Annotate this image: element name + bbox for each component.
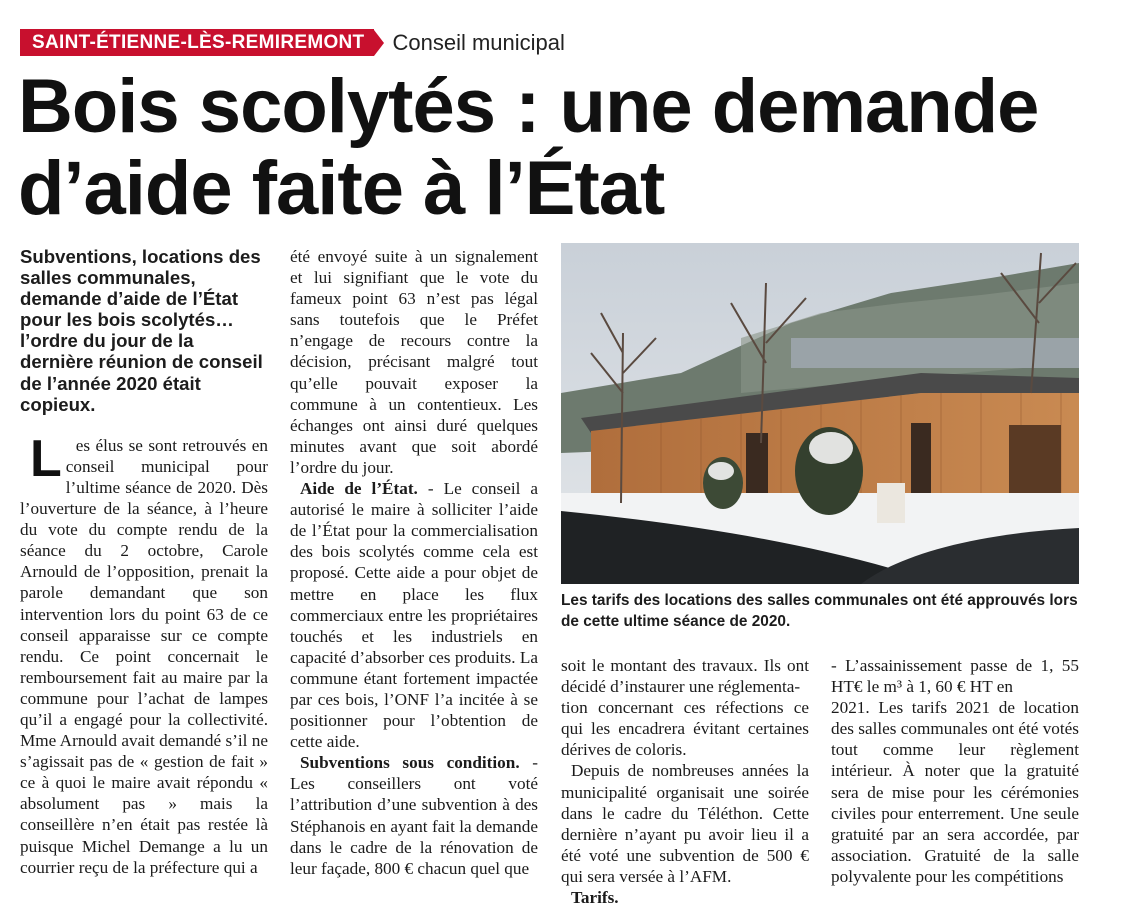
photo-illustration	[561, 243, 1079, 584]
paragraph-aide-etat	[290, 478, 538, 752]
drop-cap: L	[30, 429, 62, 488]
paragraph-tarifs-cont	[831, 697, 1079, 887]
subhead-aide-etat: Aide de l’État.	[300, 479, 418, 499]
article-column-3	[561, 655, 809, 908]
lead-paragraph: Subventions, locations des salles communales, demande d’aide de l’État pour les bois scolytés… l’ordre du jour de la dernière réunion de conseil de l’année 2020 était copieux.	[20, 246, 263, 415]
tarifs-text-cont: - L’assainissement passe de 1, 55 HT€ le m³ à 1, 60 € HT en	[831, 656, 1079, 697]
article-column-1	[20, 246, 268, 878]
article-column-2	[290, 246, 538, 879]
subhead-tarifs: Tarifs.	[571, 888, 619, 908]
telethon-text: Depuis de nombreuses années la municipalité organisait une soirée dans le cadre du Téléthon. Cette dernière n’ayant pu avoir lieu il a été voté une subvention de 500 € qui sera versée à l’AFM.	[561, 761, 809, 886]
intro-paragraph	[20, 429, 268, 878]
intro-text: es élus se sont retrouvés en conseil municipal pour l’ultime séance de 2020. Dès l’ouverture de la séance, à l’heure du vote du compte rendu de la séance du 2 octobre, Carole Arnould de l’opposition, prenait la parole demandant que son intervention lors du point 63 de ce conseil apparaisse sur ce compte rendu. Ce point concernait le remboursement fait au maire par la commune pour l’achat de lampes qu’il a engagé pour la collectivité. Mme Arnould avait demandé s’il ne s’agissait pas de « gestion de fait » ce à quoi le maire avait répondu « absolument pas » mais la conseillère n’en était pas restée là puisque Michel Demange a lu un courrier reçu de la préfecture qui a	[20, 435, 268, 877]
paragraph-subventions-cont	[561, 655, 809, 697]
article-photo	[561, 243, 1079, 584]
intro-text-cont: été envoyé suite à un signalement et lui signifiant que le vote du fameux point 63 n’est pas légal sans toutefois que le Préfet n’engage de recours contre la décision, précisant malgré tout qu’elle pouvait exposer la commune à un contentieux. Les échanges ont ainsi duré quelques minutes avant que soit abordé l’ordre du jour.	[290, 247, 538, 477]
aide-etat-text: - Le conseil a autorisé le maire à solliciter l’aide de l’État pour la commercialisation des bois scolytés comme cela est proposé. Cette aide a pour objet de mettre en place les flux commerciaux entre les propriétaires touchés et les industriels en capacité d’absorber ces produits. La commune étant fortement impactée par ces bois, l’ONF l’a incitée à se positionner pour l’obtention de cette aide.	[290, 479, 538, 752]
location-tag-arrow	[374, 30, 384, 56]
photo-caption: Les tarifs des locations des salles communales ont été approuvés lors de cette ultime séance de 2020.	[561, 592, 1078, 630]
tarifs-text-cont: 2021. Les tarifs 2021 de location des salles communales ont été votés tout comme leur règlement intérieur. À noter que la gratuité sera de mise pour les cérémonies civiles pour enterrement. Une seule gratuité par an sera accordée, par association. Gratuité de la salle polyvalente pour les compétitions	[831, 698, 1079, 886]
paragraph-subventions	[290, 752, 538, 879]
subventions-text: - Les conseillers ont voté l’attribution d’une subvention à des Stéphanois en ayant fait la demande dans le cadre de la rénovation de leur façade, 800 € chacun quel que	[290, 753, 538, 878]
subhead-subventions: Subventions sous condition.	[300, 753, 520, 773]
kicker	[20, 29, 565, 56]
paragraph-tarifs	[561, 887, 809, 908]
location-tag: SAINT-ÉTIENNE-LÈS-REMIREMONT	[20, 29, 374, 56]
headline: Bois scolytés : une demande d’aide faite à l’État	[18, 64, 1039, 231]
intro-paragraph-cont	[290, 246, 538, 478]
paragraph-subventions-cont	[561, 697, 809, 760]
section-label: Conseil municipal	[392, 29, 565, 55]
subventions-text-cont: soit le montant des travaux. Ils ont décidé d’instaurer une réglementa-	[561, 656, 809, 697]
article-column-4	[831, 655, 1079, 887]
paragraph-telethon	[561, 760, 809, 887]
paragraph-tarifs-cont	[831, 655, 1079, 697]
subventions-text-cont: tion concernant ces réfections ce qui les encadrera évitant certaines dérives de coloris.	[561, 698, 809, 760]
